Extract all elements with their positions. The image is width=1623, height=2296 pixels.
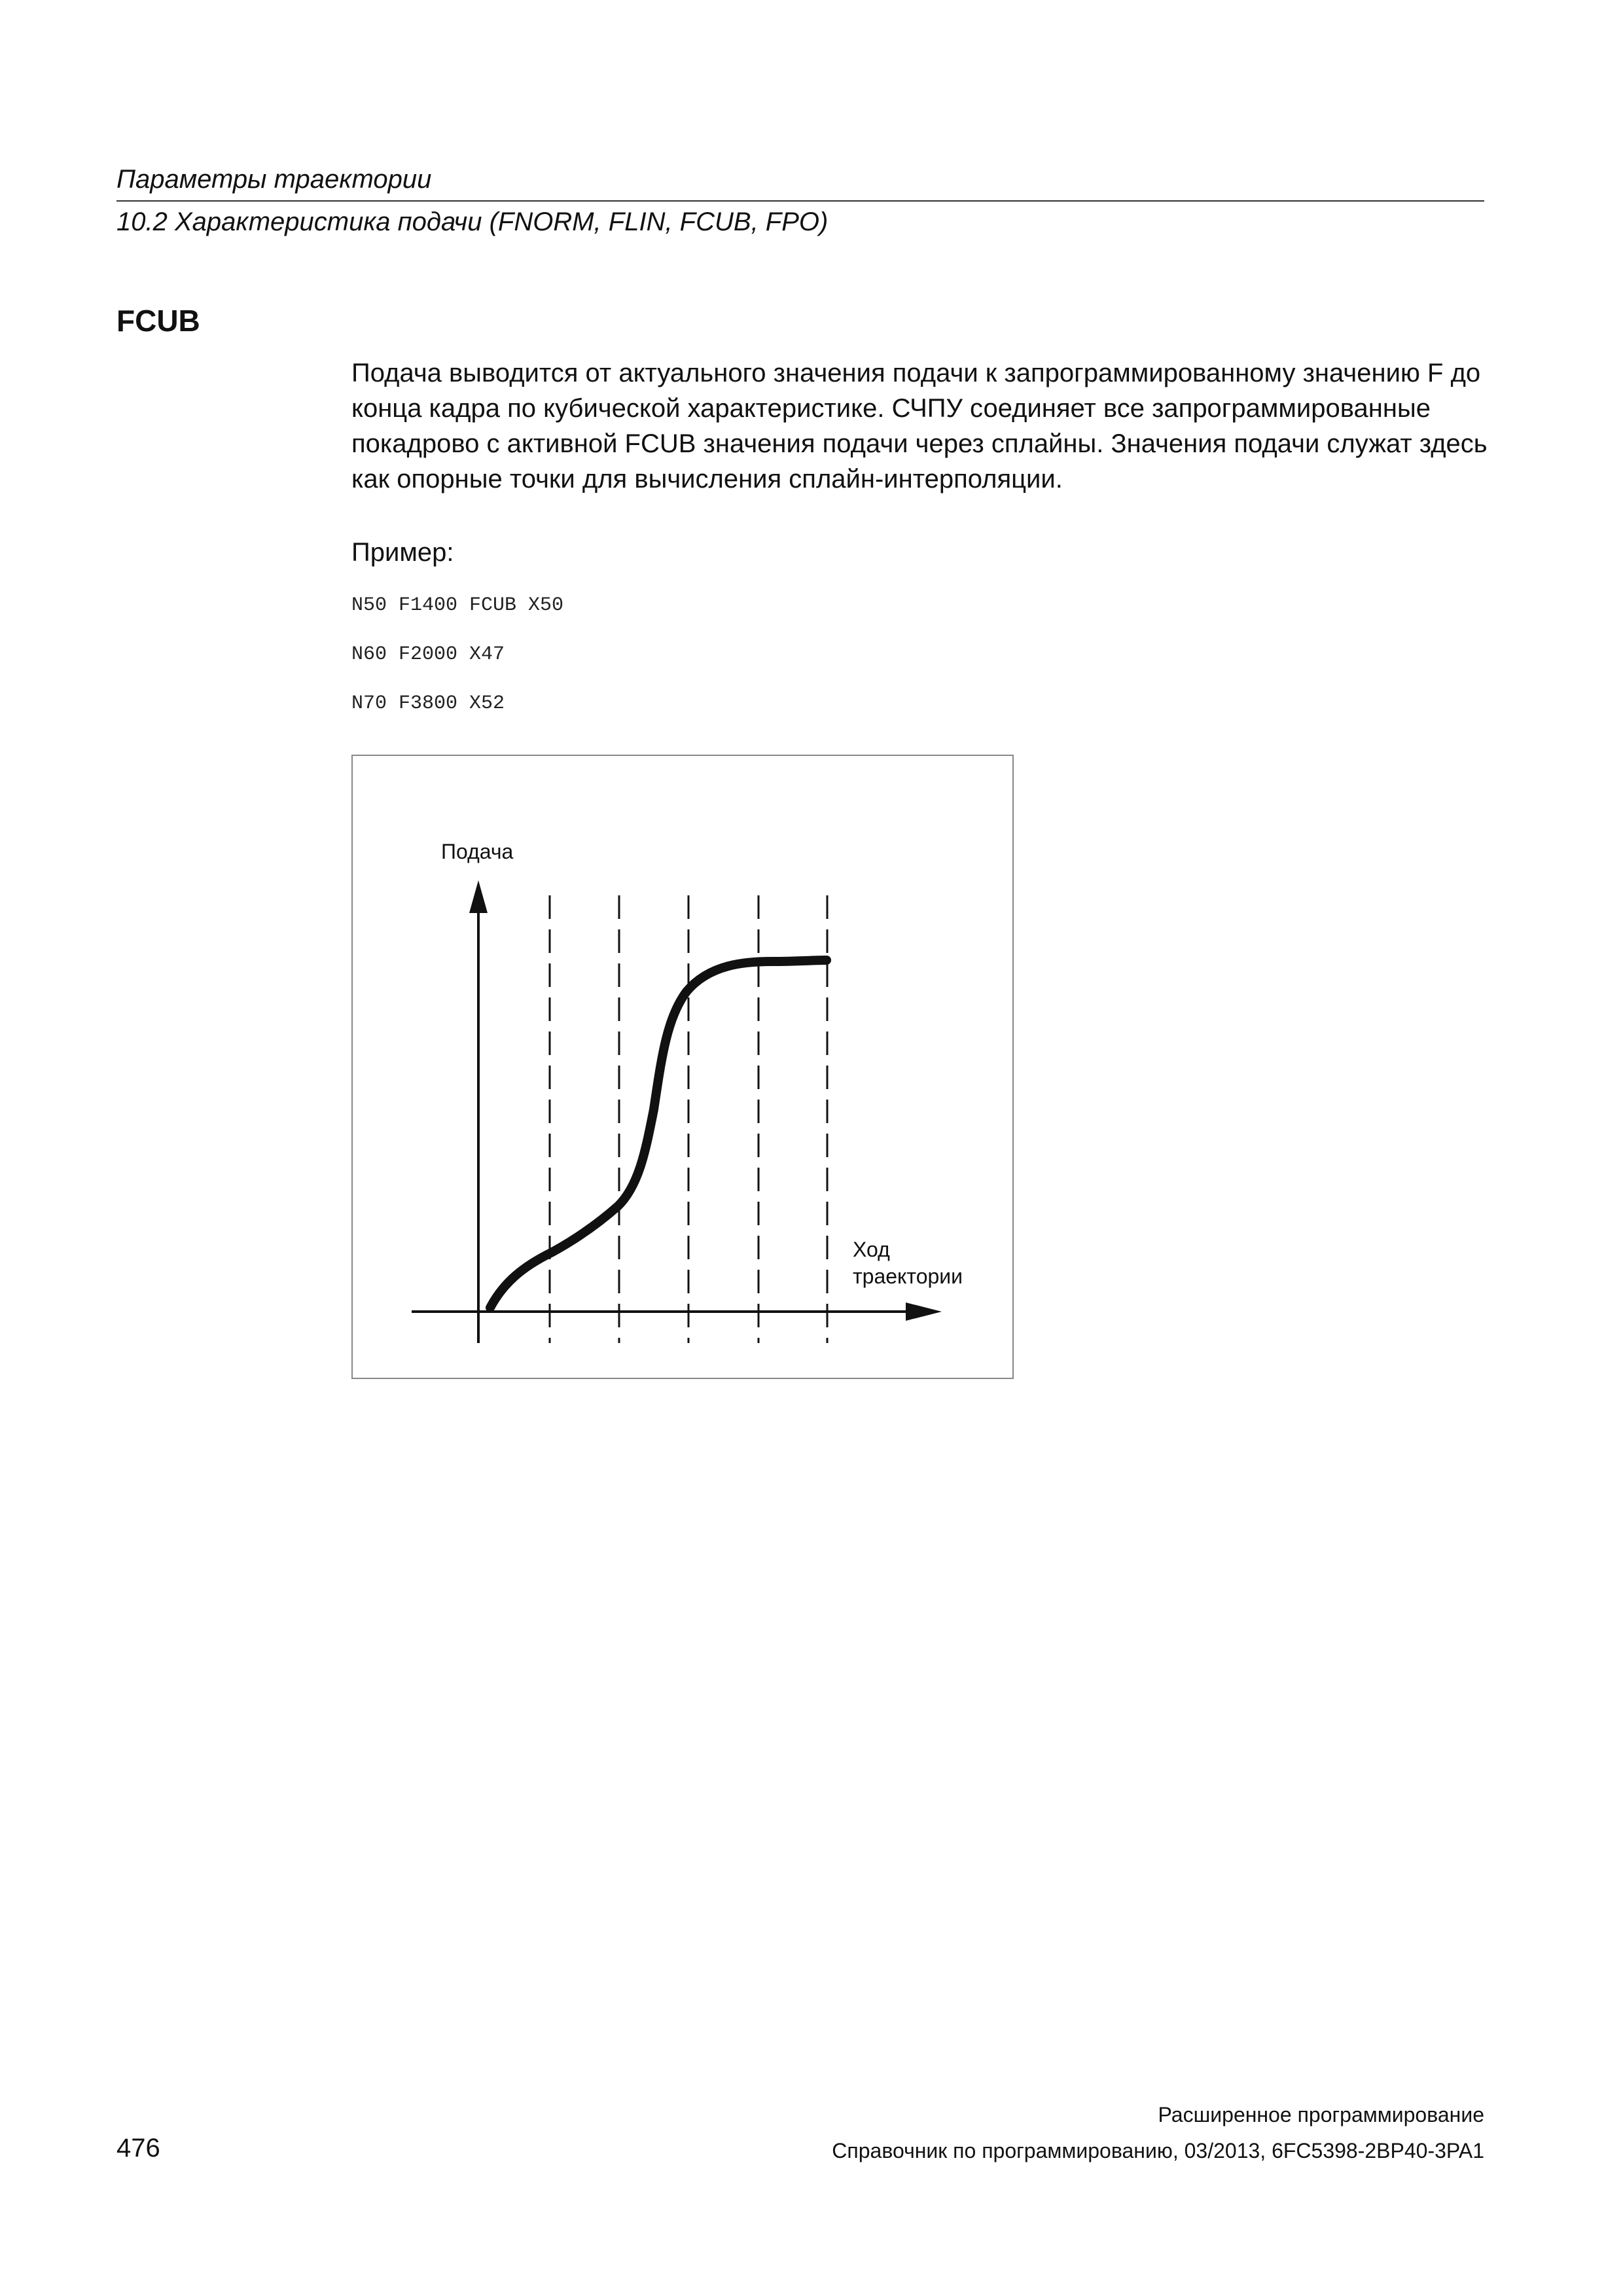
header-chapter: Параметры траектории [116, 165, 432, 194]
page-number: 476 [116, 2134, 160, 2162]
section-title: FCUB [116, 304, 200, 338]
footer-reference: Справочник по программированию, 03/2013, 6FC5398-2BP40-3PA1 [832, 2139, 1484, 2162]
feed-diagram [351, 755, 1014, 1379]
code-line-1: N50 F1400 FCUB X50 [351, 594, 564, 617]
example-label: Пример: [351, 538, 454, 567]
y-axis-label: Подача [441, 840, 514, 863]
x-axis-label-line2: траектории [853, 1265, 963, 1288]
header-section: 10.2 Характеристика подачи (FNORM, FLIN, FCUB, FPO) [116, 207, 829, 236]
header-divider [116, 200, 1484, 202]
code-line-2: N60 F2000 X47 [351, 643, 505, 666]
x-axis-arrow [906, 1302, 942, 1321]
body-paragraph: Подача выводится от актуального значения подачи к запрограммированному значению F до конца кадра по кубической характеристике. СЧПУ соединяет все запрограммированные покадрово с активной FCUB значения подачи через сплайны. Значения подачи служат здесь как опорные точки для вычисления сплайн-интерполяции. [351, 359, 1488, 493]
footer-book-title: Расширенное программирование [1158, 2103, 1484, 2126]
y-axis-arrow [469, 880, 488, 913]
code-line-3: N70 F3800 X52 [351, 692, 505, 715]
feed-curve [490, 960, 827, 1308]
x-axis-label-line1: Ход [853, 1238, 890, 1261]
